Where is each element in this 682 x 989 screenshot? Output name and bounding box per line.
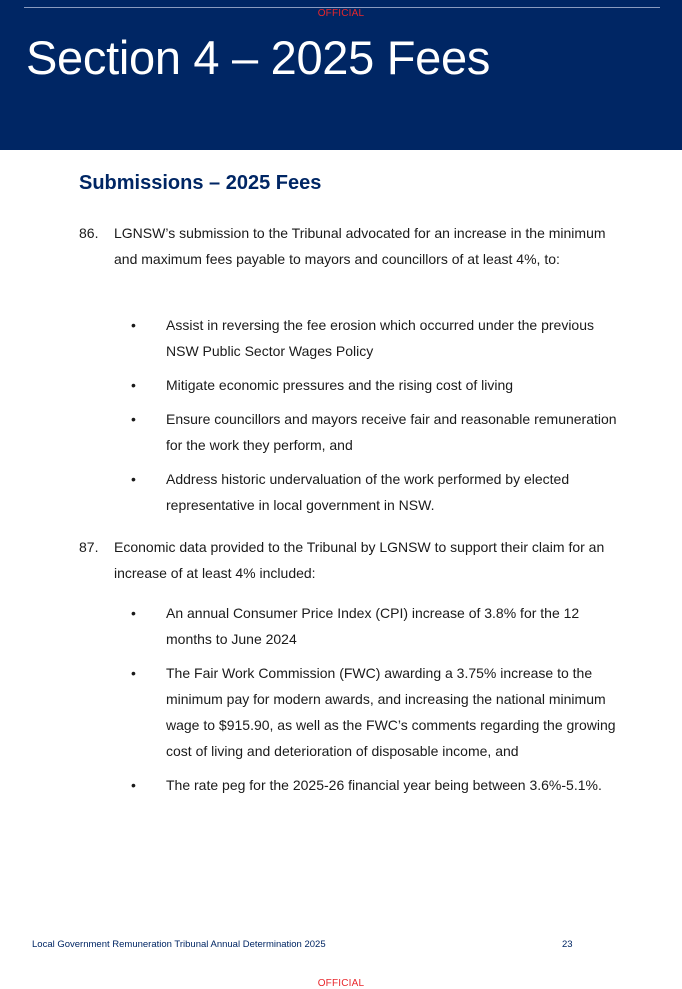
footer-document-title: Local Government Remuneration Tribunal Annual Determination 2025 <box>32 939 326 950</box>
bullet-icon: • <box>131 471 136 487</box>
bullet-icon: • <box>131 317 136 333</box>
list-item <box>79 312 619 364</box>
bullet-icon: • <box>131 777 136 793</box>
bullet-icon: • <box>131 605 136 621</box>
paragraph-text: LGNSW’s submission to the Tribunal advocated for an increase in the minimum and maximum fees payable to mayors and councillors of at least 4%, to: <box>114 225 606 267</box>
paragraph-87 <box>79 534 619 586</box>
list-item-text: Ensure councillors and mayors receive fair and reasonable remuneration for the work they perform, and <box>166 411 617 453</box>
list-item-text: The Fair Work Commission (FWC) awarding a 3.75% increase to the minimum pay for modern awards, and increasing the national minimum wage to $915.90, as well as the FWC’s comments regarding the growing cost of living and deterioration of disposable income, and <box>166 665 616 759</box>
list-item <box>79 600 619 652</box>
list-item <box>79 406 619 458</box>
list-item-text: An annual Consumer Price Index (CPI) increase of 3.8% for the 12 months to June 2024 <box>166 605 580 647</box>
bullet-icon: • <box>131 411 136 427</box>
classification-label-top: OFFICIAL <box>317 8 365 19</box>
section-title: Section 4 – 2025 Fees <box>26 31 491 84</box>
bullet-icon: • <box>131 665 136 681</box>
footer-page-number: 23 <box>562 939 573 950</box>
paragraph-number: 87. <box>79 539 99 555</box>
bullet-icon: • <box>131 377 136 393</box>
list-item-text: Address historic undervaluation of the work performed by elected representative in local government in NSW. <box>166 471 570 513</box>
paragraph-text: Economic data provided to the Tribunal by LGNSW to support their claim for an increase of at least 4% included: <box>114 539 605 581</box>
paragraph-86 <box>79 220 619 272</box>
list-item-text: The rate peg for the 2025-26 financial year being between 3.6%-5.1%. <box>166 777 602 793</box>
list-item <box>79 772 619 798</box>
subheading: Submissions – 2025 Fees <box>79 172 322 194</box>
list-item <box>79 660 619 764</box>
list-item <box>79 372 619 398</box>
list-item-text: Mitigate economic pressures and the rising cost of living <box>166 377 514 393</box>
paragraph-number: 86. <box>79 225 99 241</box>
bullet-list-86 <box>79 312 619 526</box>
list-item <box>79 466 619 518</box>
bullet-list-87 <box>79 600 619 806</box>
classification-label-bottom: OFFICIAL <box>317 978 365 989</box>
list-item-text: Assist in reversing the fee erosion which occurred under the previous NSW Public Sector Wages Policy <box>166 317 594 359</box>
